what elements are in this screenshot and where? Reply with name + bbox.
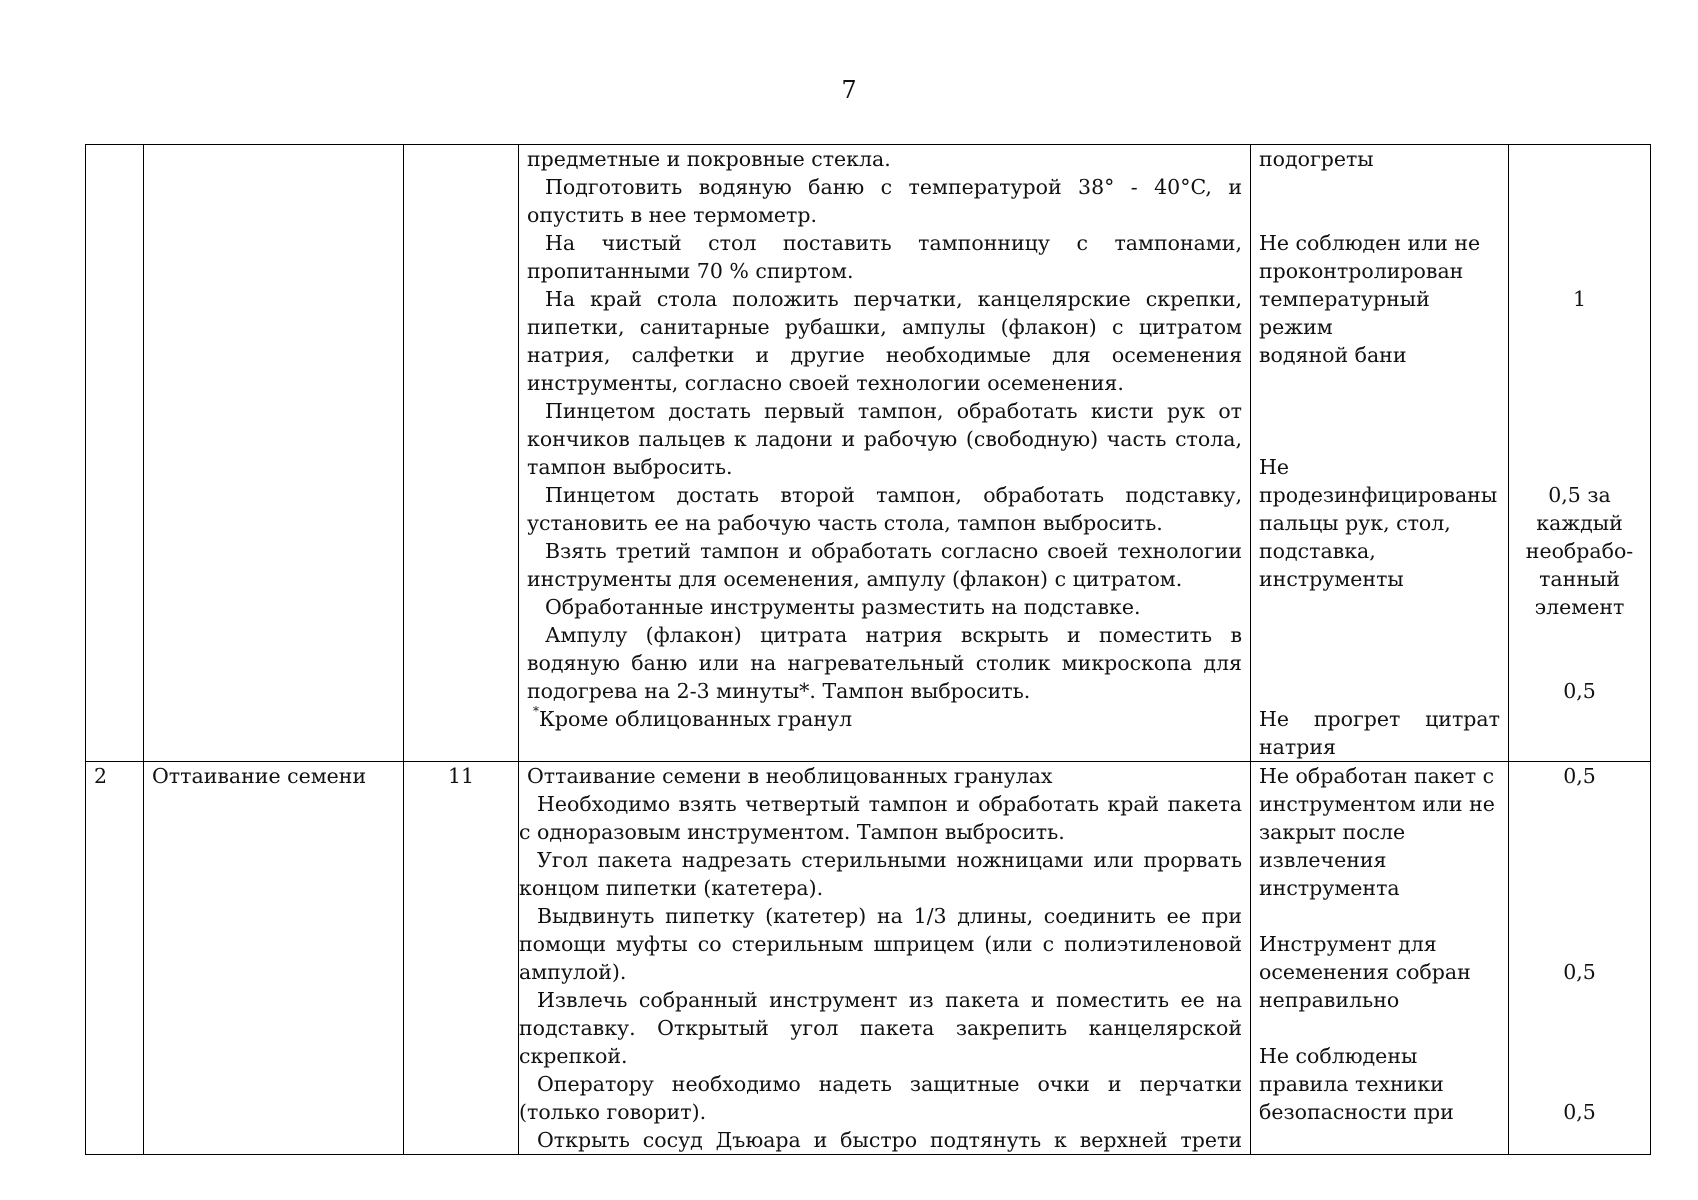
- score-value: 0,5: [1563, 764, 1596, 788]
- error-text: Не соблюден или не: [1259, 231, 1481, 255]
- cell-procedure: [519, 762, 1251, 1155]
- cell-time: [404, 145, 519, 762]
- procedure-paragraph: Пинцетом достать второй тампон, обработать подставку, установить ее на рабочую часть стола, тампон выбросить.: [527, 483, 1242, 535]
- table-row: [86, 145, 1651, 762]
- cell-score: [1509, 762, 1651, 1155]
- error-text: инструмента: [1259, 876, 1400, 900]
- error-text: правила техники: [1259, 1072, 1444, 1096]
- procedure-paragraph: Выдвинуть пипетку (катетер) на 1/3 длины, соединить ее при помощи муфты со стерильным шприцем (или с полиэтиленовой ампулой).: [519, 904, 1242, 984]
- procedure-paragraph: Ампулу (флакон) цитрата натрия вскрыть и поместить в водяную баню или на нагревательный столик микроскопа для подогрева на 2-3 минуты*. Тампон выбросить.: [527, 623, 1242, 703]
- procedure-paragraph: Обработанные инструменты разместить на подставке.: [545, 595, 1141, 619]
- error-text: закрыт после: [1259, 820, 1406, 844]
- error-text: продезинфицированы: [1259, 483, 1498, 507]
- procedure-paragraph: На чистый стол поставить тампонницу с тампонами, пропитанными 70 % спиртом.: [527, 231, 1242, 283]
- cell-stage-name: Оттаивание семени: [144, 762, 404, 1155]
- page-number: 7: [841, 76, 857, 104]
- error-text: инструментом или не: [1259, 792, 1495, 816]
- table-row: [86, 762, 1651, 1155]
- footnote: [527, 705, 1242, 733]
- procedure-paragraph: Открыть сосуд Дъюара и быстро подтянуть к верхней трети: [537, 1128, 1242, 1152]
- score-value: 0,5: [1563, 1100, 1596, 1124]
- error-text: инструменты: [1259, 567, 1404, 591]
- error-text: водяной бани: [1259, 343, 1407, 367]
- error-text: Не соблюдены: [1259, 1044, 1418, 1068]
- error-text: подставка,: [1259, 539, 1376, 563]
- error-text: Не обработан пакет с: [1259, 764, 1495, 788]
- procedure-paragraph: Оператору необходимо надеть защитные очки и перчатки (только говорит).: [519, 1072, 1242, 1124]
- error-text: проконтролирован: [1259, 259, 1464, 283]
- procedure-paragraph: На край стола положить перчатки, канцелярские скрепки, пипетки, санитарные рубашки, ампулы (флакон) с цитратом натрия, салфетки и другие необходимые для осеменения инструменты, согласно своей технологии осеменения.: [527, 287, 1242, 395]
- procedure-heading: Оттаивание семени в необлицованных гранулах: [527, 764, 1053, 788]
- cell-stage-name: [144, 145, 404, 762]
- error-text: безопасности при: [1259, 1100, 1454, 1124]
- error-text: извлечения: [1259, 848, 1387, 872]
- cell-number: 2: [86, 762, 144, 1155]
- error-text: подогреты: [1259, 147, 1374, 171]
- error-text: Не прогрет цитрат: [1259, 707, 1500, 731]
- cell-errors: [1251, 762, 1509, 1155]
- error-text: пальцы рук, стол,: [1259, 511, 1451, 535]
- error-text: температурный режим: [1259, 287, 1430, 339]
- assessment-table: [85, 144, 1651, 1155]
- procedure-paragraph: Необходимо взять четвертый тампон и обработать край пакета с одноразовым инструментом. Тампон выбросить.: [519, 792, 1242, 844]
- cell-time: 11: [404, 762, 519, 1155]
- procedure-paragraph: Угол пакета надрезать стерильными ножницами или прорвать концом пипетки (катетера).: [519, 848, 1242, 900]
- cell-errors: [1251, 145, 1509, 762]
- cell-number: [86, 145, 144, 762]
- score-value: 1: [1572, 287, 1587, 311]
- score-value: 0,5: [1563, 960, 1596, 984]
- procedure-paragraph: Подготовить водяную баню с температурой 38° - 40°C, и опустить в нее термометр.: [527, 175, 1242, 227]
- error-text: Инструмент для: [1259, 932, 1437, 956]
- score-value: элемент: [1534, 595, 1625, 619]
- procedure-paragraph: Извлечь собранный инструмент из пакета и поместить ее на подставку. Открытый угол пакета закрепить канцелярской скрепкой.: [519, 988, 1242, 1068]
- error-text: неправильно: [1259, 988, 1400, 1012]
- score-value: 0,5: [1563, 679, 1596, 703]
- error-text: натрия: [1259, 735, 1336, 759]
- footnote-text: Кроме облицованных гранул: [539, 707, 853, 731]
- footnote-mark: *: [533, 704, 539, 718]
- error-text: Не: [1259, 455, 1290, 479]
- score-value: каждый: [1536, 511, 1623, 535]
- score-value: необрабо-: [1525, 539, 1634, 563]
- score-value: 0,5 за: [1548, 483, 1611, 507]
- cell-procedure: [519, 145, 1251, 762]
- cell-score: [1509, 145, 1651, 762]
- procedure-paragraph: Пинцетом достать первый тампон, обработать кисти рук от кончиков пальцев к ладони и рабочую (свободную) часть стола, тампон выбросить.: [527, 399, 1242, 479]
- procedure-paragraph: предметные и покровные стекла.: [527, 147, 891, 171]
- procedure-paragraph: Взять третий тампон и обработать согласно своей технологии инструменты для осеменения, ампулу (флакон) с цитратом.: [527, 539, 1242, 591]
- score-value: танный: [1539, 567, 1620, 591]
- error-text: осеменения собран: [1259, 960, 1471, 984]
